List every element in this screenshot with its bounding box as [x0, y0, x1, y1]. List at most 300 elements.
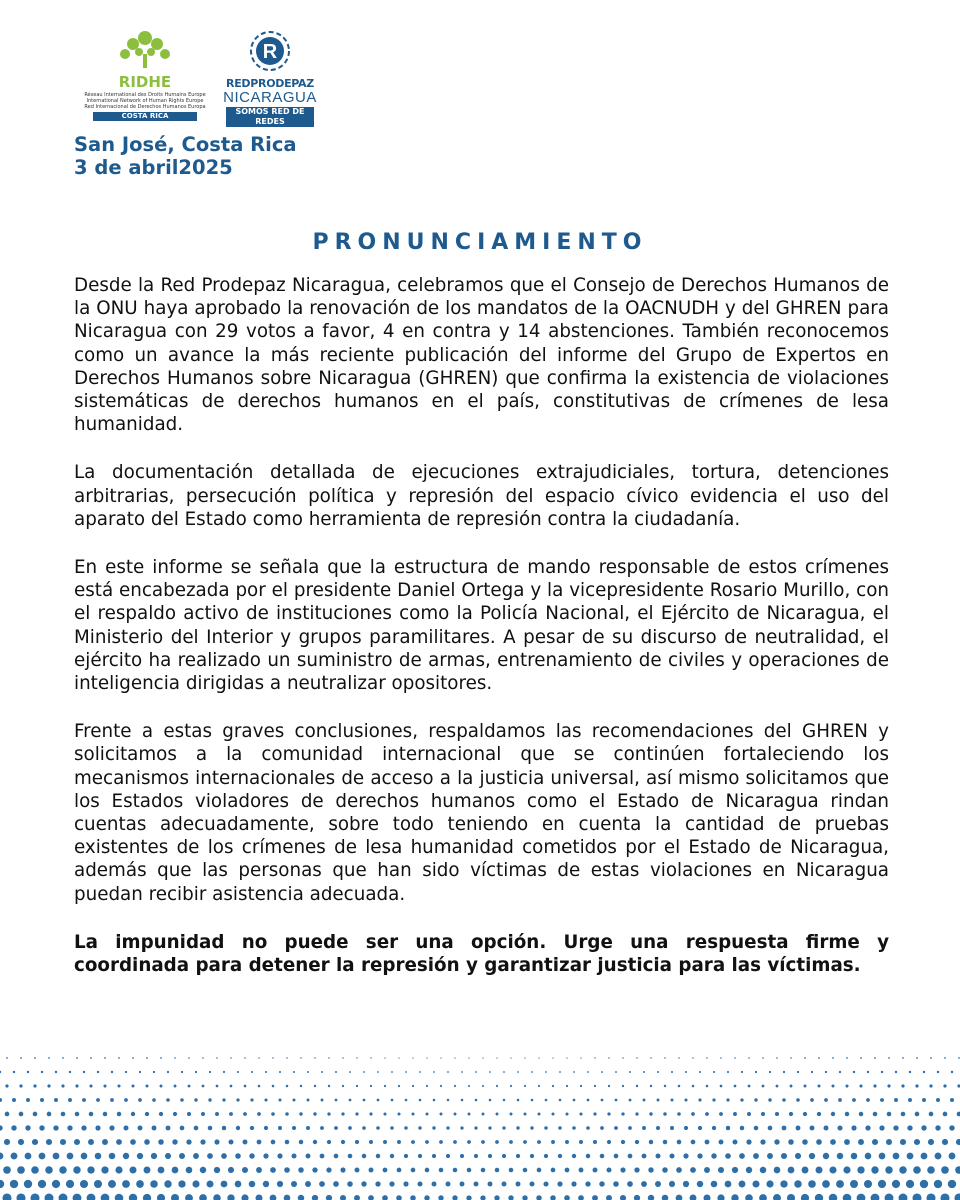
halftone-dot — [201, 1112, 205, 1116]
halftone-dot — [160, 1057, 162, 1059]
halftone-dot — [348, 1126, 352, 1130]
halftone-dot — [704, 1167, 710, 1173]
halftone-dot — [607, 1140, 611, 1144]
halftone-dot — [382, 1195, 388, 1200]
halftone-dot — [291, 1181, 297, 1187]
halftone-dot — [734, 1085, 737, 1088]
halftone-dot — [397, 1112, 400, 1115]
halftone-dot — [216, 1085, 219, 1088]
halftone-dot — [481, 1140, 485, 1144]
halftone-dot — [328, 1057, 329, 1058]
halftone-dot — [956, 1139, 960, 1145]
ridhe-country: COSTA RICA — [93, 112, 197, 121]
halftone-dot — [523, 1168, 528, 1173]
halftone-dot — [718, 1167, 724, 1173]
halftone-dot — [788, 1167, 795, 1174]
halftone-dot — [655, 1181, 661, 1187]
halftone-dot — [599, 1181, 604, 1186]
halftone-dot — [531, 1071, 533, 1073]
halftone-dot — [5, 1084, 8, 1087]
halftone-dot — [467, 1140, 471, 1144]
halftone-dot — [460, 1126, 463, 1129]
halftone-dot — [510, 1057, 511, 1058]
halftone-dot — [843, 1166, 850, 1173]
halftone-dot — [627, 1181, 633, 1187]
halftone-dot — [67, 1153, 74, 1160]
halftone-dot — [879, 1125, 884, 1130]
halftone-dot — [594, 1057, 595, 1058]
halftone-dot — [89, 1084, 92, 1087]
halftone-dot — [940, 1193, 949, 1200]
halftone-dot — [460, 1182, 465, 1187]
halftone-dot — [173, 1112, 177, 1116]
halftone-dot — [298, 1195, 305, 1200]
halftone-dot — [241, 1194, 248, 1200]
halftone-dot — [230, 1057, 232, 1059]
halftone-dot — [153, 1071, 155, 1073]
halftone-dot — [865, 1125, 870, 1130]
halftone-dot — [362, 1126, 366, 1130]
halftone-dot — [59, 1194, 68, 1200]
halftone-dot — [900, 1139, 906, 1145]
halftone-dot — [691, 1112, 695, 1116]
halftone-dot — [474, 1182, 479, 1187]
halftone-dot — [363, 1071, 365, 1073]
halftone-dot — [580, 1057, 581, 1058]
halftone-dot — [717, 1194, 724, 1200]
halftone-dot — [439, 1168, 444, 1173]
halftone-dot — [795, 1153, 801, 1159]
halftone-dot — [636, 1057, 637, 1058]
halftone-dot — [747, 1112, 751, 1116]
halftone-dot — [412, 1085, 414, 1087]
halftone-dot — [52, 1180, 60, 1188]
halftone-dot — [405, 1099, 408, 1102]
halftone-dot — [593, 1168, 598, 1173]
halftone-dot — [489, 1071, 491, 1073]
halftone-dot — [222, 1098, 225, 1101]
halftone-dot — [739, 1153, 745, 1159]
redprodepaz-logo — [220, 30, 320, 127]
halftone-dot — [250, 1098, 253, 1101]
halftone-dot — [615, 1099, 618, 1102]
halftone-dot — [657, 1099, 660, 1102]
halftone-dot — [748, 1085, 751, 1088]
halftone-dot — [446, 1154, 450, 1158]
halftone-dot — [398, 1085, 400, 1087]
halftone-dot — [817, 1112, 821, 1116]
halftone-dot — [222, 1126, 226, 1130]
halftone-dot — [34, 1057, 36, 1059]
halftone-dot — [642, 1154, 647, 1159]
halftone-dot — [530, 1126, 533, 1129]
halftone-dot — [634, 1195, 640, 1200]
halftone-dot — [468, 1113, 471, 1116]
halftone-dot — [607, 1112, 610, 1115]
halftone-dot — [375, 1181, 380, 1186]
halftone-dot — [899, 1166, 907, 1174]
halftone-dot — [123, 1153, 129, 1159]
halftone-dot — [74, 1139, 80, 1145]
halftone-dot — [143, 1194, 151, 1200]
halftone-dot — [887, 1112, 892, 1117]
halftone-dot — [454, 1085, 456, 1087]
halftone-dot — [179, 1153, 185, 1159]
halftone-dot — [180, 1098, 184, 1102]
halftone-dot — [593, 1140, 597, 1144]
halftone-dot — [215, 1112, 219, 1116]
halftone-dot — [537, 1168, 542, 1173]
redprodepaz-name: REDPRODEPAZ — [226, 77, 314, 90]
halftone-dot — [130, 1139, 136, 1145]
halftone-dot — [116, 1139, 122, 1145]
halftone-dot — [895, 1071, 897, 1073]
halftone-dot — [354, 1195, 360, 1200]
halftone-dot — [188, 1057, 190, 1059]
halftone-dot — [678, 1057, 679, 1058]
halftone-dot — [30, 1193, 39, 1200]
halftone-dot — [356, 1057, 357, 1058]
halftone-dot — [60, 1139, 66, 1145]
halftone-dot — [783, 1071, 785, 1073]
halftone-dot — [110, 1098, 114, 1102]
halftone-dot — [263, 1181, 269, 1187]
halftone-dot — [236, 1126, 240, 1130]
halftone-dot — [949, 1125, 954, 1130]
halftone-dot — [496, 1057, 497, 1058]
halftone-dot — [320, 1126, 324, 1130]
halftone-dot — [601, 1071, 603, 1073]
halftone-dot — [11, 1153, 18, 1160]
halftone-dot — [656, 1154, 661, 1159]
halftone-dot — [808, 1180, 816, 1188]
halftone-dot — [439, 1140, 443, 1144]
halftone-dot — [691, 1140, 696, 1145]
halftone-dot — [0, 1153, 3, 1160]
halftone-dot — [347, 1181, 353, 1187]
halftone-dot — [732, 1139, 737, 1144]
halftone-dot — [872, 1139, 878, 1145]
halftone-dot — [228, 1139, 233, 1144]
halftone-dot — [181, 1071, 183, 1073]
halftone-dot — [683, 1181, 689, 1187]
halftone-dot — [752, 1180, 759, 1187]
halftone-dot — [277, 1153, 282, 1158]
halftone-dot — [531, 1099, 534, 1102]
halftone-dot — [75, 1112, 80, 1117]
halftone-dot — [664, 1057, 665, 1058]
halftone-dot — [419, 1071, 421, 1073]
halftone-dot — [846, 1057, 848, 1059]
halftone-dot — [538, 1057, 539, 1058]
halftone-dot — [843, 1194, 852, 1200]
halftone-dot — [648, 1167, 653, 1172]
halftone-dot — [794, 1180, 802, 1188]
halftone-dot — [705, 1112, 709, 1116]
halftone-dot — [461, 1071, 463, 1073]
halftone-dot — [150, 1180, 158, 1188]
halftone-dot — [726, 1126, 730, 1130]
halftone-dot — [662, 1167, 668, 1173]
halftone-dot — [508, 1195, 513, 1200]
halftone-dot — [839, 1071, 841, 1073]
halftone-dot — [698, 1098, 701, 1101]
halftone-dot — [131, 1084, 134, 1087]
halftone-dot — [594, 1085, 596, 1087]
header-place-date — [74, 133, 297, 179]
halftone-dot — [529, 1181, 534, 1186]
halftone-dot — [565, 1168, 570, 1173]
halftone-dot — [369, 1112, 372, 1115]
halftone-dot — [216, 1057, 218, 1059]
halftone-dot — [697, 1153, 702, 1158]
halftone-dot — [227, 1194, 234, 1200]
halftone-dot — [496, 1085, 498, 1087]
halftone-dot — [468, 1057, 469, 1058]
halftone-dot — [3, 1166, 11, 1174]
halftone-dot — [865, 1153, 872, 1160]
halftone-dot — [242, 1167, 248, 1173]
halftone-dot — [748, 1057, 750, 1059]
halftone-dot — [503, 1071, 505, 1073]
halftone-dot — [517, 1071, 519, 1073]
halftone-dot — [5, 1112, 10, 1117]
halftone-dot — [572, 1126, 576, 1130]
halftone-dot — [306, 1154, 311, 1159]
halftone-dot — [670, 1098, 673, 1101]
halftone-dot — [2, 1193, 11, 1200]
halftone-dot — [608, 1085, 610, 1087]
halftone-dot — [39, 1153, 46, 1160]
halftone-dot — [873, 1084, 876, 1087]
halftone-dot — [235, 1153, 241, 1159]
halftone-dot — [815, 1194, 823, 1200]
halftone-dot — [474, 1154, 478, 1158]
halftone-dot — [377, 1071, 379, 1073]
halftone-dot — [349, 1099, 352, 1102]
halftone-dot — [447, 1099, 450, 1102]
halftone-dot — [390, 1154, 394, 1158]
halftone-dot — [585, 1181, 590, 1186]
halftone-dot — [20, 1057, 22, 1059]
halftone-dot — [851, 1125, 856, 1130]
halftone-dot — [180, 1126, 185, 1131]
halftone-dot — [773, 1194, 781, 1200]
halftone-dot — [270, 1167, 276, 1173]
halftone-dot — [194, 1098, 197, 1101]
halftone-dot — [326, 1195, 332, 1200]
halftone-dot — [790, 1057, 792, 1059]
halftone-dot — [103, 1084, 106, 1087]
halftone-dot — [650, 1057, 651, 1058]
halftone-dot — [335, 1099, 338, 1102]
halftone-dot — [684, 1098, 687, 1101]
halftone-dot — [431, 1181, 436, 1186]
halftone-dot — [926, 1193, 935, 1200]
halftone-dot — [370, 1057, 371, 1058]
halftone-dot — [711, 1153, 716, 1158]
halftone-dot — [746, 1139, 751, 1144]
halftone-dot — [369, 1140, 373, 1144]
halftone-dot — [522, 1195, 527, 1200]
halftone-dot — [649, 1112, 652, 1115]
halftone-dot — [131, 1112, 135, 1116]
halftone-dot — [954, 1193, 960, 1200]
halftone-dot — [40, 1098, 44, 1102]
halftone-dot — [208, 1098, 211, 1101]
halftone-dot — [166, 1126, 171, 1131]
halftone-dot — [712, 1098, 715, 1101]
halftone-dot — [433, 1071, 435, 1073]
halftone-dot — [263, 1153, 268, 1158]
halftone-dot — [66, 1180, 74, 1188]
halftone-dot — [419, 1099, 422, 1102]
halftone-dot — [214, 1167, 220, 1173]
halftone-dot — [229, 1112, 233, 1116]
halftone-dot — [277, 1181, 283, 1187]
halftone-dot — [663, 1140, 668, 1145]
halftone-dot — [502, 1182, 507, 1187]
halftone-dot — [411, 1140, 415, 1144]
halftone-dot — [257, 1140, 262, 1145]
halftone-dot — [859, 1084, 862, 1087]
halftone-dot — [474, 1126, 477, 1129]
halftone-dot — [249, 1153, 254, 1158]
halftone-dot — [864, 1180, 872, 1188]
halftone-dot — [885, 1166, 892, 1173]
halftone-dot — [171, 1194, 179, 1200]
halftone-dot — [69, 1071, 71, 1073]
halftone-dot — [146, 1085, 149, 1088]
halftone-dot — [321, 1071, 323, 1073]
halftone-dot — [881, 1071, 883, 1073]
halftone-dot — [41, 1071, 43, 1073]
halftone-dot — [152, 1126, 157, 1131]
halftone-dot — [664, 1085, 666, 1087]
halftone-dot — [935, 1153, 942, 1160]
halftone-dot — [446, 1126, 449, 1129]
halftone-dot — [502, 1126, 505, 1129]
halftone-dot — [851, 1153, 858, 1160]
halftone-dot — [677, 1140, 682, 1145]
halftone-dot — [221, 1181, 228, 1188]
halftone-dot — [621, 1112, 624, 1115]
halftone-dot — [426, 1113, 429, 1116]
halftone-dot — [768, 1098, 771, 1101]
halftone-dot — [363, 1099, 366, 1102]
halftone-dot — [685, 1071, 687, 1073]
halftone-dot — [95, 1153, 102, 1160]
halftone-dot — [892, 1180, 900, 1188]
halftone-dot — [172, 1167, 179, 1174]
halftone-dot — [33, 1084, 36, 1087]
halftone-dot — [213, 1194, 221, 1200]
halftone-dot — [866, 1098, 870, 1102]
halftone-dot — [690, 1195, 697, 1200]
halftone-dot — [293, 1099, 296, 1102]
halftone-dot — [235, 1181, 242, 1188]
halftone-dot — [341, 1112, 344, 1115]
halftone-dot — [921, 1125, 926, 1130]
halftone-dot — [628, 1126, 632, 1130]
halftone-dot — [342, 1057, 343, 1058]
halftone-dot — [243, 1112, 247, 1116]
halftone-dot — [759, 1194, 767, 1200]
halftone-dot — [871, 1194, 880, 1200]
halftone-dot — [593, 1112, 596, 1115]
halftone-dot — [0, 1180, 4, 1188]
halftone-dot — [692, 1085, 695, 1088]
halftone-dot — [391, 1099, 394, 1102]
paragraph: Frente a estas graves conclusiones, respaldamos las recomendaciones del GHREN y solicitamos a la comunidad internacional que se continúen fortaleciendo los mecanismos internacionales de acceso a la justicia universal, así mismo solicitamos que los Estados violadores de derechos humanos como el Estado de Nicaragua rindan cuentas adecuadamente, sobre todo teniendo en cuenta la cantidad de pruebas existentes de los crímenes de lesa humanidad cometidos por el Estado de Nicaragua, además que las personas que han sido víctimas de estas violaciones en Nicaragua puedan recibir asistencia adecuada. — [74, 721, 889, 905]
halftone-dot — [90, 1057, 92, 1059]
halftone-dot — [306, 1126, 310, 1130]
halftone-dot — [467, 1168, 472, 1173]
halftone-dot — [719, 1112, 723, 1116]
halftone-dot — [118, 1057, 120, 1059]
halftone-dot — [810, 1126, 815, 1131]
halftone-dot — [122, 1180, 130, 1188]
halftone-dot — [571, 1181, 576, 1186]
halftone-dot — [705, 1140, 710, 1145]
halftone-dot — [158, 1139, 164, 1145]
halftone-dot — [249, 1181, 256, 1188]
halftone-dot — [745, 1194, 753, 1200]
halftone-dot — [480, 1195, 485, 1200]
halftone-dot — [18, 1139, 24, 1145]
halftone-dot — [829, 1166, 836, 1173]
halftone-dot — [12, 1098, 16, 1102]
halftone-dot — [790, 1085, 793, 1088]
halftone-dot — [831, 1084, 834, 1087]
halftone-dot — [398, 1057, 399, 1058]
halftone-dot — [284, 1167, 290, 1173]
halftone-dot — [734, 1057, 736, 1059]
halftone-dot — [915, 1084, 918, 1087]
halftone-dot — [405, 1071, 407, 1073]
halftone-dot — [867, 1071, 869, 1073]
halftone-dot — [488, 1126, 491, 1129]
paragraph: En este informe se señala que la estructura de mando responsable de estos crímenes está encabezada por el presidente Daniel Ortega y la vicepresidente Rosario Murillo, con el respaldo activo de instituciones como la Policía Nacional, el Ejército de Nicaragua, el Ministerio del Interior y grupos paramilitares. A pesar de su discurso de neutralidad, el ejército ha realizado un suministro de armas, entrenamiento de civiles y operaciones de inteligencia dirigidas a neutralizar opositores. — [74, 557, 889, 695]
halftone-dot — [649, 1140, 653, 1144]
halftone-dot — [822, 1180, 830, 1188]
halftone-dot — [524, 1113, 527, 1116]
halftone-dot — [187, 1112, 191, 1116]
halftone-dot — [31, 1166, 39, 1174]
halftone-dot — [67, 1125, 72, 1130]
halftone-dot — [949, 1153, 956, 1160]
halftone-dot — [782, 1126, 787, 1131]
halftone-dot — [440, 1113, 443, 1116]
halftone-dot — [760, 1167, 767, 1174]
halftone-dot — [830, 1139, 836, 1145]
halftone-dot — [369, 1168, 374, 1173]
redprodepaz-letter: R — [262, 41, 278, 63]
halftone-dot — [551, 1140, 555, 1144]
halftone-dot — [389, 1181, 394, 1186]
halftone-dot — [80, 1180, 88, 1188]
halftone-dot — [32, 1139, 38, 1145]
halftone-dot — [300, 1085, 302, 1087]
halftone-dot — [774, 1167, 781, 1174]
halftone-dot — [38, 1180, 46, 1188]
halftone-dot — [334, 1154, 339, 1159]
halftone-dot — [837, 1153, 843, 1159]
ridhe-subtitle — [80, 92, 210, 110]
date: 3 de abril2025 — [74, 156, 233, 179]
halftone-dot — [565, 1140, 569, 1144]
halftone-dot — [698, 1126, 702, 1130]
